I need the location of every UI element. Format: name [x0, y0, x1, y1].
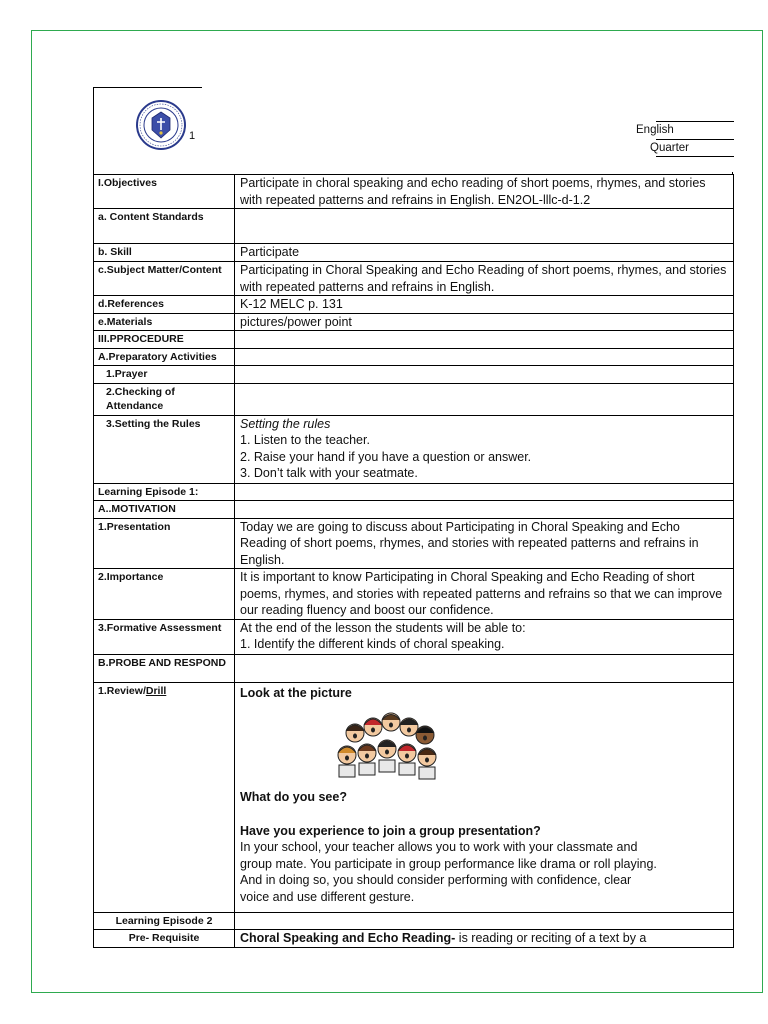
label-presentation: 1.Presentation — [94, 518, 235, 569]
value-episode1 — [235, 483, 734, 501]
row-prayer — [94, 366, 734, 384]
value-prerequisite — [235, 930, 734, 948]
formative-line: At the end of the lesson the students will be able to: — [240, 620, 526, 635]
label-subject-matter: c.Subject Matter/Content — [94, 262, 235, 296]
row-episode1 — [94, 483, 734, 501]
rule-item: 3. Don’t talk with your seatmate. — [240, 466, 418, 480]
deped-seal-icon — [136, 100, 186, 150]
label-attendance: 2.Checking of Attendance — [94, 383, 235, 415]
label-probe: B.PROBE AND RESPOND — [94, 654, 235, 682]
question-group-presentation: Have you experience to join a group presentation? — [240, 823, 541, 838]
row-motivation — [94, 501, 734, 519]
lesson-plan-table — [93, 174, 734, 948]
value-procedure — [235, 331, 734, 349]
row-skill — [94, 244, 734, 262]
document-header — [93, 87, 733, 174]
rules-title: Setting the rules — [240, 416, 331, 431]
subject-cell: English — [656, 121, 734, 139]
drill-underlined: Drill — [145, 684, 167, 697]
value-references: K-12 MELC p. 131 — [235, 296, 734, 314]
formative-line: 1. Identify the different kinds of choral speaking. — [240, 637, 505, 651]
label-formative: 3.Formative Assessment — [94, 619, 235, 654]
label-rules: 3.Setting the Rules — [94, 415, 235, 483]
row-rules — [94, 415, 734, 483]
label-materials: e.Materials — [94, 313, 235, 331]
value-motivation — [235, 501, 734, 519]
rule-item: 2. Raise your hand if you have a question or answer. — [240, 449, 532, 464]
prerequisite-text: is reading or reciting of a text by a — [455, 931, 647, 945]
label-review: 1.Review/Drill — [94, 682, 235, 912]
row-references — [94, 296, 734, 314]
value-probe — [235, 654, 734, 682]
label-procedure: III.PPROCEDURE — [94, 331, 235, 349]
prerequisite-term: Choral Speaking and Echo Reading- — [240, 931, 456, 945]
label-references: d.References — [94, 296, 235, 314]
rule-item: 1. Listen to the teacher. — [240, 433, 370, 447]
value-episode2 — [235, 912, 734, 930]
value-prayer — [235, 366, 734, 384]
row-importance — [94, 569, 734, 620]
value-content-standards — [235, 209, 734, 244]
value-preparatory — [235, 348, 734, 366]
row-formative — [94, 619, 734, 654]
label-episode1: Learning Episode 1: — [94, 483, 235, 501]
row-procedure — [94, 331, 734, 349]
label-motivation: A..MOTIVATION — [94, 501, 235, 519]
value-rules — [235, 415, 734, 483]
value-review — [235, 682, 734, 912]
label-prayer: 1.Prayer — [94, 366, 235, 384]
header-digit: 1 — [189, 130, 196, 142]
row-probe — [94, 654, 734, 682]
header-info-cells — [636, 121, 734, 157]
review-paragraph: In your school, your teacher allows you to work with your classmate and group mate. You participate in group performance like drama or roll playing. And in doing so, you should consider performing with confidence, clear voice and use different gesture. — [240, 840, 657, 904]
label-skill: b. Skill — [94, 244, 235, 262]
row-objectives — [94, 175, 734, 209]
value-objectives: Participate in choral speaking and echo reading of short poems, rhymes, and stories with repeated patterns and refrains in English. EN2OL-lllc-d-1.2 — [235, 175, 734, 209]
row-materials — [94, 313, 734, 331]
row-content-standards — [94, 209, 734, 244]
quarter-cell: Quarter — [656, 139, 734, 157]
row-episode2 — [94, 912, 734, 930]
row-review — [94, 682, 734, 912]
value-materials: pictures/power point — [235, 313, 734, 331]
value-skill: Participate — [235, 244, 734, 262]
value-attendance — [235, 383, 734, 415]
row-preparatory — [94, 348, 734, 366]
label-episode2: Learning Episode 2 — [94, 912, 235, 930]
label-prerequisite: Pre- Requisite — [94, 930, 235, 948]
row-attendance — [94, 383, 734, 415]
choir-children-illustration — [335, 707, 441, 783]
label-preparatory: A.Preparatory Activities — [94, 348, 235, 366]
value-importance: It is important to know Participating in Choral Speaking and Echo Reading of short poems, rhymes, and stories with repeated patterns and refrains so that we can improve our reading fluency and boost our confidence. — [235, 569, 734, 620]
value-presentation: Today we are going to discuss about Participating in Choral Speaking and Echo Reading of short poems, rhymes, and stories with repeated patterns and refrains in English. — [235, 518, 734, 569]
look-at-picture: Look at the picture — [240, 685, 352, 700]
value-subject-matter: Participating in Choral Speaking and Echo Reading of short poems, rhymes, and stories with repeated patterns and refrains in English. — [235, 262, 734, 296]
label-objectives: I.Objectives — [94, 175, 235, 209]
label-importance: 2.Importance — [94, 569, 235, 620]
value-formative — [235, 619, 734, 654]
label-content-standards: a. Content Standards — [94, 209, 235, 244]
question-what-see: What do you see? — [240, 790, 347, 804]
row-presentation — [94, 518, 734, 569]
row-subject-matter — [94, 262, 734, 296]
row-prerequisite — [94, 930, 734, 948]
